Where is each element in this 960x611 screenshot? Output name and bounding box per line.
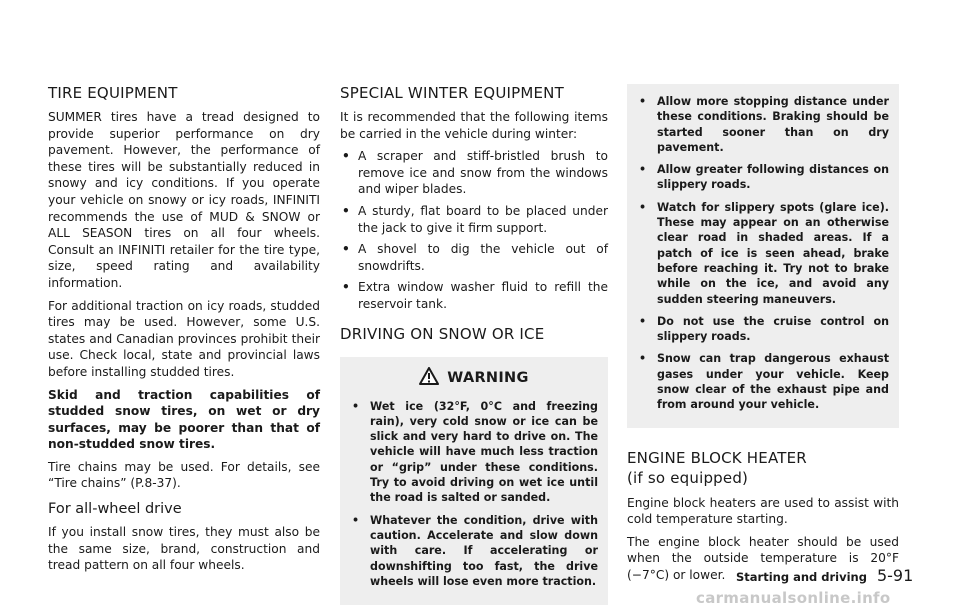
- winter-items-list: [340, 148, 608, 312]
- page-footer: [736, 566, 913, 585]
- list-item: • Watch for slippery spots (glare ice). These may appear on an otherwise clear road in shaded areas. If a patch of ice is seen ahead, brake before reaching it. Try not to brake while on the ice, and avoid any sudden steering maneuvers.: [637, 200, 889, 307]
- warning-box: [340, 357, 608, 606]
- snow-ice-heading: DRIVING ON SNOW OR ICE: [340, 324, 545, 343]
- tire-equipment-heading: TIRE EQUIPMENT: [48, 84, 178, 102]
- page-number: 5-91: [876, 566, 914, 585]
- column-right: [627, 84, 899, 590]
- engine-heater-paragraph-1: Engine block heaters are used to assist with cold temperature starting.: [627, 495, 899, 527]
- warning-continued-box: [627, 84, 899, 428]
- list-item: • Allow greater following distances on slippery roads.: [637, 162, 889, 193]
- list-item: • Extra window washer fluid to refill the reservoir tank.: [340, 279, 608, 312]
- engine-heater-paragraph-2: The engine block heater should be used when the outside temperature is 20°F (−7°C) or lower.: [627, 534, 899, 583]
- list-item: • Wet ice (32°F, 0°C and freezing rain), very cold snow or ice can be slick and very hard to drive on. The vehicle will have much less traction or “grip” under these conditions. Try to avoid driving on wet ice until the road is salted or sanded.: [350, 399, 598, 506]
- list-item: • A sturdy, flat board to be placed under the jack to give it firm support.: [340, 203, 608, 236]
- tire-equipment-paragraph-1: SUMMER tires have a tread designed to provide superior performance on dry pavement. However, the performance of these tires will be substantially reduced in snowy and icy conditions. If you operate your vehicle on snowy or icy roads, INFINITI recommends the use of MUD & SNOW or ALL SEASON tires on all four wheels. Consult an INFINITI retailer for the tire type, size, speed rating and availability information.: [48, 110, 320, 290]
- winter-intro: It is recommended that the following items be carried in the vehicle during winter:: [340, 110, 608, 141]
- list-item: • A shovel to dig the vehicle out of snowdrifts.: [340, 241, 608, 274]
- list-item: • Snow can trap dangerous exhaust gases under your vehicle. Keep snow clear of the exhaust pipe and from around your vehicle.: [637, 351, 889, 412]
- winter-equipment-heading: SPECIAL WINTER EQUIPMENT: [340, 84, 564, 102]
- column-middle: [340, 84, 608, 605]
- list-item: • Allow more stopping distance under these conditions. Braking should be started sooner than on dry pavement.: [637, 94, 889, 155]
- watermark: carmanualsonline.info: [696, 589, 891, 607]
- more-tips-list: [637, 94, 889, 413]
- engine-heater-heading: ENGINE BLOCK HEATER (if so equipped): [627, 448, 807, 487]
- awd-paragraph: If you install snow tires, they must also be the same size, brand, construction and tread pattern on all four wheels.: [48, 525, 320, 573]
- tire-equipment-paragraph-4: Tire chains may be used. For details, see “Tire chains” (P.8-37).: [48, 459, 320, 491]
- column-left: [48, 84, 320, 580]
- awd-heading: For all-wheel drive: [48, 501, 182, 518]
- tire-equipment-paragraph-2: For additional traction on icy roads, studded tires may be used. However, some U.S. states and Canadian provinces prohibit their use. Check local, state and provincial laws before installing studded tires.: [48, 298, 320, 379]
- tire-equipment-paragraph-3: Skid and traction capabilities of studded snow tires, on wet or dry surfaces, may be poorer than that of non-studded snow tires.: [48, 387, 320, 452]
- warning-list: [350, 399, 598, 590]
- list-item: • A scraper and stiff-bristled brush to remove ice and snow from the windows and wiper blades.: [340, 148, 608, 198]
- warning-triangle-icon: [419, 367, 439, 389]
- warning-header: [350, 367, 598, 389]
- list-item: • Do not use the cruise control on slippery roads.: [637, 314, 889, 345]
- warning-title: WARNING: [447, 369, 529, 386]
- list-item: • Whatever the condition, drive with caution. Accelerate and slow down with care. If accelerating or downshifting too fast, the drive wheels will lose even more traction.: [350, 513, 598, 589]
- section-label: Starting and driving: [736, 570, 867, 584]
